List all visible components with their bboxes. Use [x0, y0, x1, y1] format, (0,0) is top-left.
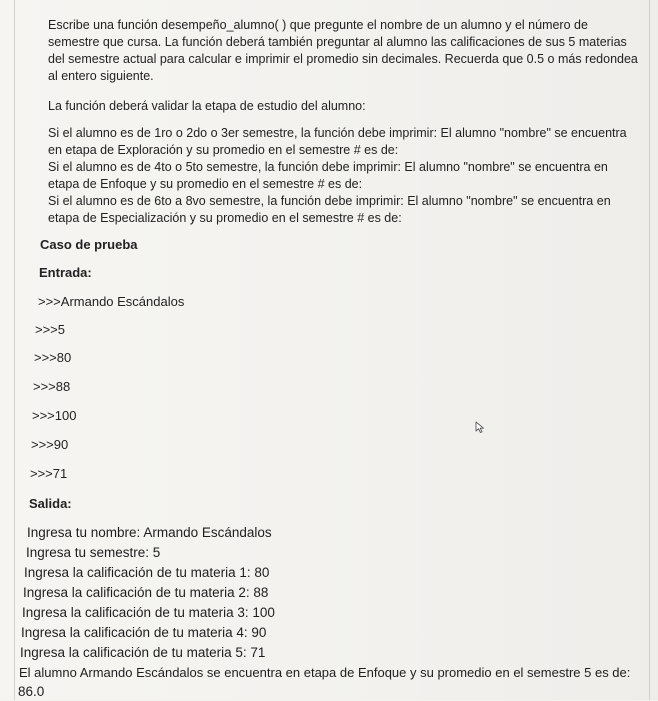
rule-line-1: Si el alumno es de 1ro o 2do o 3er semestre, la función debe imprimir: El alumno "nombre" se encuentra — [48, 126, 627, 140]
intro-line-1: Escribe una función desempeño_alumno( ) que pregunte el nombre de un alumno y el número de — [48, 18, 588, 32]
input-line-1: >>>Armando Escándalos — [38, 294, 185, 309]
output-line-4: Ingresa la calificación de tu materia 2: 88 — [23, 585, 269, 600]
input-label: Entrada: — [39, 265, 92, 280]
output-line-6: Ingresa la calificación de tu materia 4: 90 — [21, 625, 267, 640]
output-line-2: Ingresa tu semestre: 5 — [26, 545, 161, 560]
page-border-left — [14, 0, 15, 700]
input-line-7: >>>71 — [30, 466, 68, 481]
rule-line-6: etapa de Especialización y su promedio en el semestre # es de: — [48, 211, 402, 225]
output-line-7: Ingresa la calificación de tu materia 5: 71 — [20, 645, 266, 660]
test-case-heading: Caso de prueba — [40, 237, 138, 252]
mouse-pointer-icon — [474, 420, 488, 434]
input-line-2: >>>5 — [35, 322, 66, 337]
output-line-5: Ingresa la calificación de tu materia 3: 100 — [22, 605, 275, 620]
rule-line-3: Si el alumno es de 4to o 5to semestre, la función debe imprimir: El alumno "nombre" se encuentra en — [48, 160, 608, 174]
page-border-right — [649, 0, 650, 700]
input-line-6: >>>90 — [31, 437, 69, 452]
output-line-9: 86.0 — [18, 684, 45, 699]
rule-line-2: en etapa de Exploración y su promedio en el semestre # es de: — [48, 143, 399, 157]
validation-intro: La función deberá validar la etapa de estudio del alumno: — [48, 99, 366, 113]
intro-line-4: al entero siguiente. — [48, 69, 154, 83]
intro-line-3: del semestre actual para calcular e imprimir el promedio sin decimales. Recuerda que 0.5 o más redondea — [48, 52, 638, 66]
intro-line-2: semestre que cursa. La función deberá también preguntar al alumno las calificaciones de sus 5 materias — [48, 35, 627, 49]
output-line-1: Ingresa tu nombre: Armando Escándalos — [27, 525, 272, 540]
output-line-8: El alumno Armando Escándalos se encuentra en etapa de Enfoque y su promedio en el semestre 5 es de: — [19, 665, 631, 680]
output-line-3: Ingresa la calificación de tu materia 1: 80 — [24, 565, 270, 580]
input-line-3: >>>80 — [34, 350, 72, 365]
output-label: Salida: — [29, 496, 72, 511]
rule-line-5: Si el alumno es de 6to a 8vo semestre, la función debe imprimir: El alumno "nombre" se encuentra en — [48, 194, 611, 208]
input-line-4: >>>88 — [33, 379, 71, 394]
rule-line-4: etapa de Enfoque y su promedio en el semestre # es de: — [48, 177, 363, 191]
input-line-5: >>>100 — [32, 408, 77, 423]
